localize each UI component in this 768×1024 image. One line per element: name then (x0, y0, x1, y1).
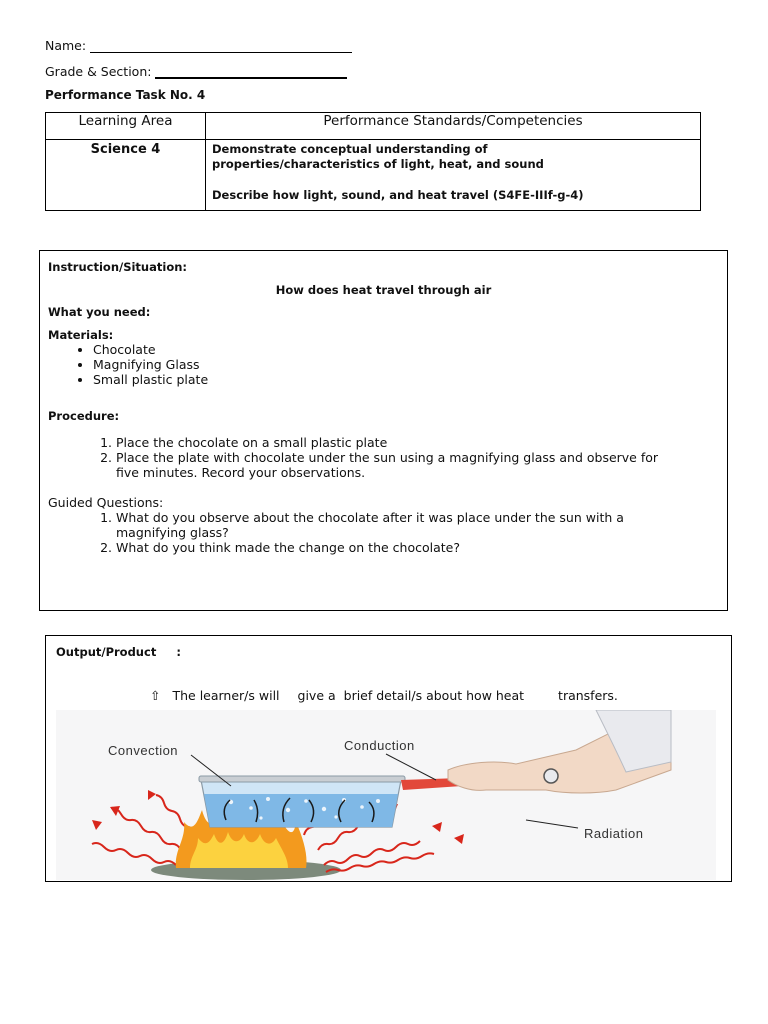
task-part: The learner/s will (172, 688, 280, 703)
header-learning-area: Learning Area (46, 113, 206, 140)
output-label (56, 645, 181, 659)
need-label: What you need: (48, 305, 151, 319)
task-part: transfers. (558, 688, 618, 703)
list-item: 2. Place the plate with chocolate under the sun using a magnifying glass and observe for five minutes. Record your observations. (116, 450, 676, 480)
list-item: • Small plastic plate (93, 372, 719, 387)
arrow-bullet-icon: ⇧ (150, 688, 161, 703)
heat-transfer-diagram (56, 710, 716, 880)
materials-label: Materials: (48, 328, 114, 342)
procedure-list (48, 435, 676, 480)
task-title: Performance Task No. 4 (45, 88, 206, 102)
grade-label: Grade & Section: (45, 64, 152, 79)
instruction-title: How does heat travel through air (275, 283, 492, 297)
name-field[interactable] (90, 38, 352, 53)
standards-table (45, 112, 701, 211)
list-item: • Chocolate (93, 342, 719, 357)
standards-cell (206, 140, 701, 211)
output-box (45, 635, 732, 882)
name-row (45, 38, 352, 53)
convection-label: Convection (108, 743, 179, 758)
grade-field[interactable] (155, 63, 347, 79)
radiation-label: Radiation (584, 826, 644, 841)
standard-text: Demonstrate conceptual understanding of properties/characteristics of light, heat, and sound (212, 142, 544, 171)
instruction-box (39, 250, 728, 611)
competency-text: Describe how light, sound, and heat travel (S4FE-IIIf-g-4) (212, 188, 584, 202)
questions-list (48, 510, 676, 555)
output-colon: : (176, 645, 181, 659)
list-item: 1. What do you observe about the chocolate after it was place under the sun with a magnifying glass? (116, 510, 676, 540)
grade-row (45, 63, 347, 79)
procedure-label: Procedure: (48, 409, 120, 423)
task-part: brief detail/s about how heat (343, 688, 525, 703)
task-part: give a (297, 688, 336, 703)
list-item: 1. Place the chocolate on a small plastic plate (116, 435, 676, 450)
learning-area-cell: Science 4 (46, 140, 206, 211)
name-label: Name: (45, 38, 87, 53)
instruction-label: Instruction/Situation: (48, 260, 188, 274)
header-standards: Performance Standards/Competencies (206, 113, 701, 140)
conduction-label: Conduction (344, 738, 415, 753)
list-item: • Magnifying Glass (93, 357, 719, 372)
output-task (150, 688, 618, 703)
output-label-text: Output/Product (56, 645, 157, 659)
pan-icon (199, 776, 405, 827)
questions-label: Guided Questions: (48, 495, 164, 510)
materials-list (48, 342, 719, 387)
list-item: 2. What do you think made the change on the chocolate? (116, 540, 676, 555)
